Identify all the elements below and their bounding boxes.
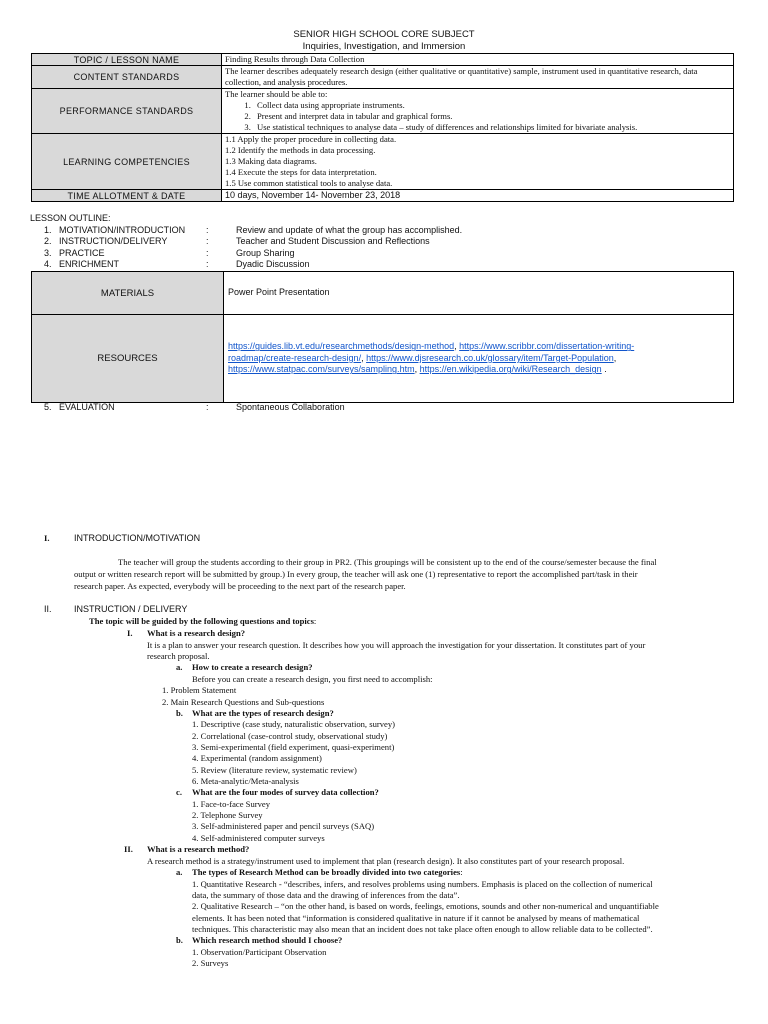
list-item: 3. Semi-experimental (field experiment, quasi-experiment) [192,742,395,752]
section-1-paragraph: research paper. As expected, everybody will be proceeding to the next part of the research paper. [74,581,406,591]
outline-item-name: PRACTICE [59,247,105,258]
list-item: 1. Descriptive (case study, naturalistic observation, survey) [192,719,396,729]
topic-label: TOPIC / LESSON NAME [32,54,222,66]
subtopic-b2-title: Which research method should I choose? [192,935,343,945]
section-1-paragraph: output or written research report will be submitted by group.) In every group, the teacher will ask one (1) representative to report the accomplished part/task in their [74,569,638,579]
quantitative-text: data, the summary of those data and the drawing of inferences from the data”. [192,890,460,900]
resource-link[interactable]: https://www.statpac.com/surveys/sampling.htm [228,364,415,375]
performance-standards-value [222,89,734,134]
lesson-outline-title: LESSON OUTLINE: [30,213,111,223]
lesson-info-table [31,53,734,202]
resource-link[interactable]: https://guides.lib.vt.edu/researchmethods/design-method [228,341,455,352]
list-item: 1. Observation/Participant Observation [192,947,327,957]
performance-item: 2. Present and interpret data in tabular and graphical forms. [253,111,730,122]
subtopic-b-title: What are the types of research design? [192,708,334,718]
list-item: 4. Experimental (random assignment) [192,753,322,763]
competency-item: 1.1 Apply the proper procedure in collecting data. [225,134,397,144]
competency-item: 1.3 Making data diagrams. [225,156,317,166]
materials-value: Power Point Presentation [224,272,734,315]
section-1-number: I. [44,533,50,543]
outline-item-desc: Spontaneous Collaboration [236,402,345,412]
outline-item-name: ENRICHMENT [59,259,119,269]
subtopic-a-text: Before you can create a research design, you first need to accomplish: [192,674,433,684]
content-standards-label: CONTENT STANDARDS [32,66,222,89]
list-item: 2. Correlational (case-control study, observational study) [192,731,388,741]
section-2-title: INSTRUCTION / DELIVERY [74,604,188,614]
outline-item-desc: Dyadic Discussion [236,259,310,269]
resource-link[interactable]: roadmap/create-research-design/ [228,352,362,363]
performance-intro: The learner should be able to: [225,89,328,99]
question-2-text: A research method is a strategy/instrument used to implement that plan (research design). It also constitutes part of your research proposal. [147,856,625,866]
subtopic-c-title: What are the four modes of survey data collection? [192,787,379,797]
subtopic-a2-title: The types of Research Method can be broadly divided into two categories [192,867,461,877]
performance-item: 3. Use statistical techniques to analyse data – study of differences and relationships limited for bivariate analysis. [253,122,730,133]
question-1-text: research proposal. [147,651,210,661]
outline-item: 1. MOTIVATION/INTRODUCTION : Review and update of what the group has accomplished. [44,224,463,235]
subtopic-a-title: How to create a research design? [192,662,313,672]
performance-item: 1. Collect data using appropriate instruments. [253,100,730,111]
guide-text: The topic will be guided by the following questions and topics [89,616,314,626]
list-item: 6. Meta-analytic/Meta-analysis [192,776,299,786]
header-line-2: Inquiries, Investigation, and Immersion [302,41,466,52]
materials-resources-table [31,271,734,403]
resources-label: RESOURCES [32,315,224,403]
list-item: 1. Face-to-face Survey [192,799,271,809]
list-item: 3. Self-administered paper and pencil surveys (SAQ) [192,821,375,831]
header-line-1: SENIOR HIGH SCHOOL CORE SUBJECT [293,29,475,40]
question-1-title: What is a research design? [147,628,246,638]
resource-link[interactable]: https://en.wikipedia.org/wiki/Research_design [419,364,602,375]
outline-item-name: INSTRUCTION/DELIVERY [59,236,168,246]
learning-competencies-label: LEARNING COMPETENCIES [32,134,222,190]
outline-item-desc: Group Sharing [236,247,295,258]
lesson-outline [30,213,730,271]
learning-competencies-value [222,134,734,190]
outline-item: 2. INSTRUCTION/DELIVERY : Teacher and Student Discussion and Reflections [44,236,430,246]
qualitative-text: techniques. This characteristic may also mean that an incident does not take place often enough to allow reliable data to be collected”. [192,924,653,934]
resource-link[interactable]: https://www.scribbr.com/dissertation-writing- [459,341,635,352]
section-1-title: INTRODUCTION/MOTIVATION [74,533,201,543]
question-2-number: II. [124,844,133,854]
evaluation-item: 5. EVALUATION : Spontaneous Collaboration [44,402,345,412]
document-header [0,29,768,53]
question-1-text: It is a plan to answer your research question. It describes how you will approach the investigation for your dissertation. It constitutes part of your [147,640,646,650]
performance-standards-label: PERFORMANCE STANDARDS [32,89,222,134]
materials-label: MATERIALS [32,272,224,315]
competency-item: 1.4 Execute the steps for data interpretation. [225,167,377,177]
outline-item-name: MOTIVATION/INTRODUCTION [59,224,186,235]
section-1-paragraph: The teacher will group the students according to their group in PR2. (This groupings will be consistent up to the end of the course/semester because the final [118,557,657,567]
outline-item: 3. PRACTICE : Group Sharing [44,247,295,258]
list-item: 2. Surveys [192,958,229,968]
resources-value: https://guides.lib.vt.edu/researchmethods/design-method, https://www.scribbr.com/dissertation-writing- roadmap/create-research-design/, https://www.djsresearch.co.uk/glossary/item/Target-Population, https://www.statpac.com/surveys/sampling.htm, https://en.wikipedia.org/wiki/Research_design . [224,315,734,403]
resource-link[interactable]: https://www.djsresearch.co.uk/glossary/item/Target-Population [366,352,614,363]
list-item: 5. Review (literature review, systematic review) [192,765,357,775]
qualitative-text: 2. Qualitative Research – “on the other hand, is based on words, feelings, emotions, sounds and other non-numerical and unquantifiable [192,901,659,911]
topic-value: Finding Results through Data Collection [222,54,734,66]
outline-item: 4. ENRICHMENT : Dyadic Discussion [44,259,310,269]
outline-item-desc: Review and update of what the group has accomplished. [236,224,463,235]
list-item: 2. Telephone Survey [192,810,263,820]
question-1-number: I. [127,628,133,638]
competency-item: 1.5 Use common statistical tools to analyse data. [225,178,393,188]
time-allotment-label: TIME ALLOTMENT & DATE [32,190,222,202]
list-item: 2. Main Research Questions and Sub-questions [162,697,325,707]
list-item: 4. Self-administered computer surveys [192,833,325,843]
qualitative-text: elements. It has been noted that “information is considered qualitative in nature if it cannot be analysed by means of mathematical [192,913,640,923]
outline-item-desc: Teacher and Student Discussion and Reflections [236,236,430,246]
content-standards-value: The learner describes adequately research design (either qualitative or quantitative) sample, instrument used in quantitative research, data collection, and analysis procedures. [222,66,734,89]
question-2-title: What is a research method? [147,844,250,854]
list-item: 1. Problem Statement [162,685,237,695]
time-allotment-value: 10 days, November 14- November 23, 2018 [222,190,734,202]
competency-item: 1.2 Identify the methods in data processing. [225,145,376,155]
quantitative-text: 1. Quantitative Research - “describes, infers, and resolves problems using numbers. Emphasis is placed on the collection of numerical [192,879,653,889]
outline-item-name: EVALUATION [59,402,115,412]
section-2-number: II. [44,604,52,614]
